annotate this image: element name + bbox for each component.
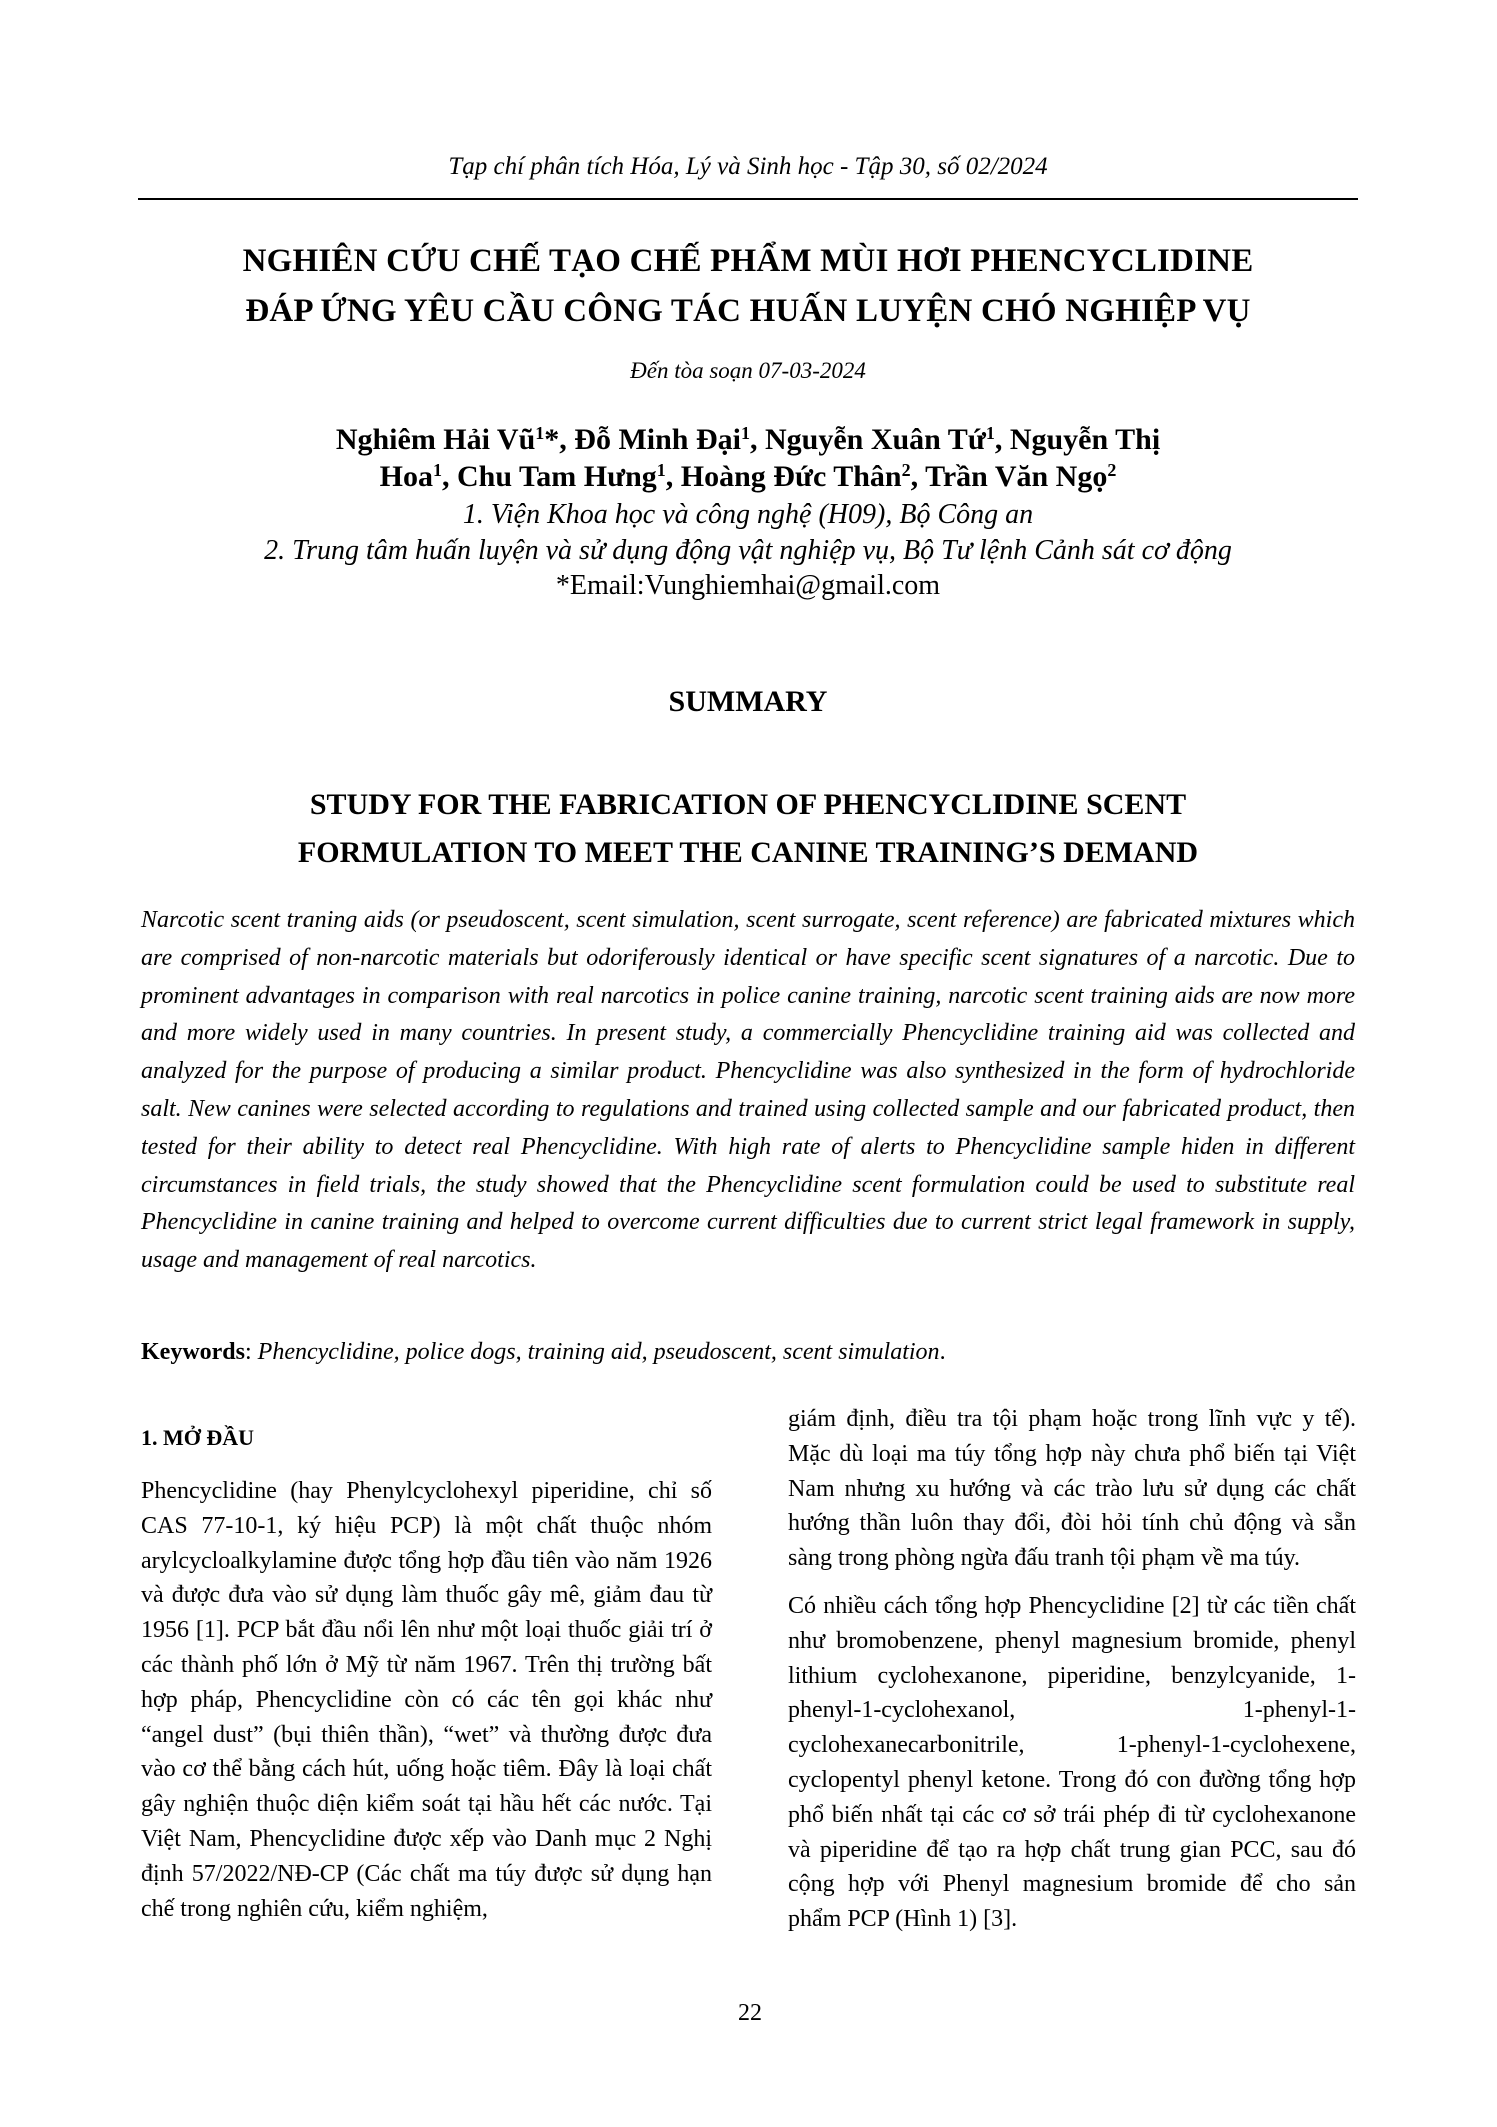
author-separator: ,: [442, 460, 457, 493]
abstract: Narcotic scent traning aids (or pseudoscent, scent simulation, scent surrogate, scent reference) are fabricated mixtures which are comprised of non-narcotic materials but odoriferously identical or have specific scent signatures of a narcotic. Due to prominent advantages in comparison with real narcotics in police canine training, narcotic scent training aids are now more and more widely used in many countries. In present study, a commercially Phencyclidine training aid was collected and analyzed for the purpose of producing a similar product. Phencyclidine was also synthesized in the form of hydrochloride salt. New canines were selected according to regulations and trained using collected sample and our fabricated product, then tested for their ability to detect real Phencyclidine. With high rate of alerts to Phencyclidine sample hiden in different circumstances in field trials, the study showed that the Phencyclidine scent formulation could be used to substitute real Phencyclidine in canine training and helped to overcome current difficulties due to current strict legal framework in supply, usage and management of real narcotics.: [141, 907, 1355, 1274]
paragraph: Có nhiều cách tổng hợp Phencyclidine [2] từ các tiền chất như bromobenzene, phenyl magnesium bromide, phenyl lithium cyclohexanone, piperidine, benzylcyanide, 1-phenyl-1-cyclohexanol, 1-phenyl-1-cyclohexanecarbonitrile, 1-phenyl-1-cyclohexene, cyclopentyl phenyl ketone. Trong đó con đường tổng hợp phổ biến nhất tại các cơ sở trái phép đi từ cyclohexanone và piperidine để tạo ra hợp chất trung gian PCC, sau đó cộng hợp với Phenyl magnesium bromide để cho sản phẩm PCP (Hình 1) [3].: [788, 1592, 1356, 1933]
author-name-part: Nguyễn Thị: [1009, 423, 1161, 456]
body-column-right: [788, 1402, 1356, 1950]
author-separator: ,: [910, 460, 926, 493]
article-title: [138, 236, 1358, 336]
author-affil-mark: 1: [985, 423, 995, 443]
keywords: [141, 1336, 1355, 1368]
article-title-line-2: ĐÁP ỨNG YÊU CẦU CÔNG TÁC HUẤN LUYỆN CHÓ NGHIỆP VỤ: [245, 293, 1251, 329]
author-name: Nguyễn Xuân Tứ: [764, 423, 986, 456]
keywords-label: Keywords: [141, 1339, 245, 1365]
author-line-1: [138, 421, 1358, 458]
keywords-end: .: [939, 1339, 946, 1365]
author-separator: ,: [994, 423, 1010, 456]
paragraph: giám định, điều tra tội phạm hoặc trong lĩnh vực y tế). Mặc dù loại ma túy tổng hợp này chưa phổ biến tại Việt Nam nhưng xu hướng và các trào lưu sử dụng các chất hướng thần luôn thay đổi, đòi hỏi tính chủ động và sẵn sàng trong phòng ngừa đấu tranh tội phạm về ma túy.: [788, 1406, 1356, 1572]
summary-heading: SUMMARY: [668, 685, 828, 718]
author-line-2: [138, 458, 1358, 495]
author-name: Đỗ Minh Đại: [574, 423, 741, 456]
affiliation-2: 2. Trung tâm huấn luyện và sử dụng động vật nghiệp vụ, Bộ Tư lệnh Cảnh sát cơ động: [264, 534, 1232, 566]
author-affil-mark: 1: [535, 423, 545, 443]
author-name: Nghiêm Hải Vũ: [335, 423, 536, 456]
author-name: Chu Tam Hưng: [457, 460, 657, 493]
header-rule: [138, 198, 1358, 200]
author-affil-mark: 1: [433, 460, 442, 480]
author-affil-mark: 1: [740, 423, 750, 443]
author-name: Hoàng Đức Thân: [680, 460, 902, 493]
affiliation-1: 1. Viện Khoa học và công nghệ (H09), Bộ Công an: [462, 499, 1034, 530]
keywords-separator: :: [245, 1339, 258, 1365]
author-name: Trần Văn Ngọ: [925, 460, 1108, 493]
corresponding-email[interactable]: *Email:Vunghiemhai@gmail.com: [555, 570, 941, 601]
english-title-line-2: FORMULATION TO MEET THE CANINE TRAINING’S DEMAND: [297, 836, 1199, 869]
page-number: 22: [738, 2000, 762, 2026]
author-affil-mark: 2: [1107, 460, 1117, 480]
author-name-part: Hoa: [379, 460, 433, 493]
journal-header: Tạp chí phân tích Hóa, Lý và Sinh học - Tập 30, số 02/2024: [448, 153, 1048, 180]
received-date: Đến tòa soạn 07-03-2024: [630, 358, 866, 383]
author-list: [138, 421, 1358, 495]
affiliations: [138, 497, 1358, 604]
body-column-left: [141, 1474, 712, 1939]
author-affil-mark: 1: [656, 460, 666, 480]
author-separator: *,: [544, 423, 575, 456]
author-affil-mark: 2: [901, 460, 911, 480]
english-title: [138, 781, 1358, 877]
keywords-text: Phencyclidine, police dogs, training aid, pseudoscent, scent simulation: [257, 1339, 940, 1365]
paragraph: Phencyclidine (hay Phenylcyclohexyl piperidine, chỉ số CAS 77-10-1, ký hiệu PCP) là một chất thuộc nhóm arylcycloalkylamine được tổng hợp đầu tiên vào năm 1926 và được đưa vào sử dụng làm thuốc gây mê, giảm đau từ 1956 [1]. PCP bắt đầu nổi lên như một loại thuốc giải trí ở các thành phố lớn ở Mỹ từ năm 1967. Trên thị trường bất hợp pháp, Phencyclidine còn có các tên gọi khác như “angel dust” (bụi thiên thần), “wet” và thường được đưa vào cơ thể bằng cách hút, uống hoặc tiêm. Đây là loại chất gây nghiện thuộc diện kiểm soát tại hầu hết các nước. Tại Việt Nam, Phencyclidine được xếp vào Danh mục 2 Nghị định 57/2022/NĐ-CP (Các chất ma túy được sử dụng hạn chế trong nghiên cứu, kiểm nghiệm,: [141, 1478, 712, 1922]
article-title-line-1: NGHIÊN CỨU CHẾ TẠO CHẾ PHẨM MÙI HƠI PHENCYCLIDINE: [242, 243, 1254, 279]
author-separator: ,: [665, 460, 681, 493]
english-title-line-1: STUDY FOR THE FABRICATION OF PHENCYCLIDINE SCENT: [309, 788, 1187, 821]
author-separator: ,: [749, 423, 765, 456]
section-heading-introduction: 1. MỞ ĐẦU: [141, 1425, 255, 1450]
